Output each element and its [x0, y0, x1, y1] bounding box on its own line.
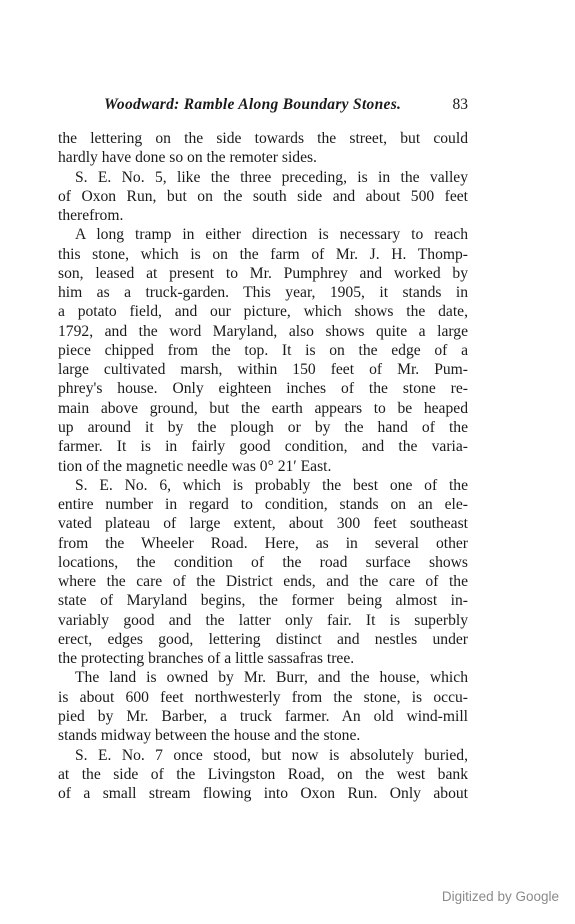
text-line: at the side of the Livingston Road, on the west bank	[58, 765, 468, 783]
text-line: variably good and the latter only fair. It is superbly	[58, 611, 468, 629]
page-number: 83	[452, 96, 468, 113]
text-line: phrey's house. Only eighteen inches of the stone re-	[58, 380, 468, 398]
paragraph	[58, 668, 468, 745]
text-line: S. E. No. 7 once stood, but now is absolutely buried,	[75, 746, 468, 764]
text-line: farmer. It is in fairly good condition, and the varia-	[58, 438, 468, 456]
text-line: entire number in regard to condition, stands on an ele-	[58, 496, 468, 514]
text-line: large cultivated marsh, within 150 feet of Mr. Pum-	[58, 361, 468, 379]
text-line: S. E. No. 6, which is probably the best one of the	[75, 476, 468, 494]
paragraph	[58, 746, 468, 804]
text-line: where the care of the District ends, and the care of the	[58, 573, 468, 591]
paragraph	[58, 168, 468, 226]
text-line: erect, edges good, lettering distinct and nestles under	[58, 630, 468, 648]
text-line: a potato field, and our picture, which shows the date,	[58, 303, 468, 321]
text-line: state of Maryland begins, the former being almost in-	[58, 592, 468, 610]
body-text	[58, 129, 468, 803]
text-line: this stone, which is on the farm of Mr. J. H. Thomp-	[58, 245, 468, 263]
text-line: of a small stream flowing into Oxon Run. Only about	[58, 785, 468, 803]
text-line: the lettering on the side towards the street, but could	[58, 130, 468, 147]
watermark: Digitized by Google	[441, 889, 559, 904]
text-line: the protecting branches of a little sassafras tree.	[58, 650, 355, 668]
paragraph	[58, 129, 468, 168]
text-line: locations, the condition of the road surface shows	[58, 553, 468, 571]
running-head	[58, 96, 468, 118]
text-line: A long tramp in either direction is necessary to reach	[75, 226, 468, 244]
text-line: son, leased at present to Mr. Pumphrey and worked by	[58, 264, 468, 282]
text-line: S. E. No. 5, like the three preceding, is in the valley	[75, 168, 468, 186]
text-line: piece chipped from the top. It is on the edge of a	[58, 341, 468, 359]
text-line: main above ground, but the earth appears to be heaped	[58, 399, 468, 417]
text-line: therefrom.	[58, 207, 124, 225]
text-line: tion of the magnetic needle was 0° 21′ East.	[58, 457, 332, 475]
text-line: stands midway between the house and the stone.	[58, 727, 361, 745]
text-line: vated plateau of large extent, about 300 feet southeast	[58, 515, 468, 533]
text-line: pied by Mr. Barber, a truck farmer. An old wind-mill	[58, 707, 468, 725]
text-line: him as a truck-garden. This year, 1905, it stands in	[58, 284, 468, 302]
text-line: up around it by the plough or by the hand of the	[58, 418, 468, 436]
text-line: of Oxon Run, but on the south side and about 500 feet	[58, 187, 468, 205]
paragraph	[58, 225, 468, 475]
running-title: Woodward: Ramble Along Boundary Stones.	[104, 96, 402, 113]
text-line: is about 600 feet northwesterly from the stone, is occu-	[58, 688, 468, 706]
text-line: 1792, and the word Maryland, also shows quite a large	[58, 322, 468, 340]
text-line: The land is owned by Mr. Burr, and the house, which	[75, 669, 468, 687]
text-line: from the Wheeler Road. Here, as in several other	[58, 534, 468, 552]
paragraph	[58, 476, 468, 669]
text-line: hardly have done so on the remoter sides.	[58, 149, 317, 167]
